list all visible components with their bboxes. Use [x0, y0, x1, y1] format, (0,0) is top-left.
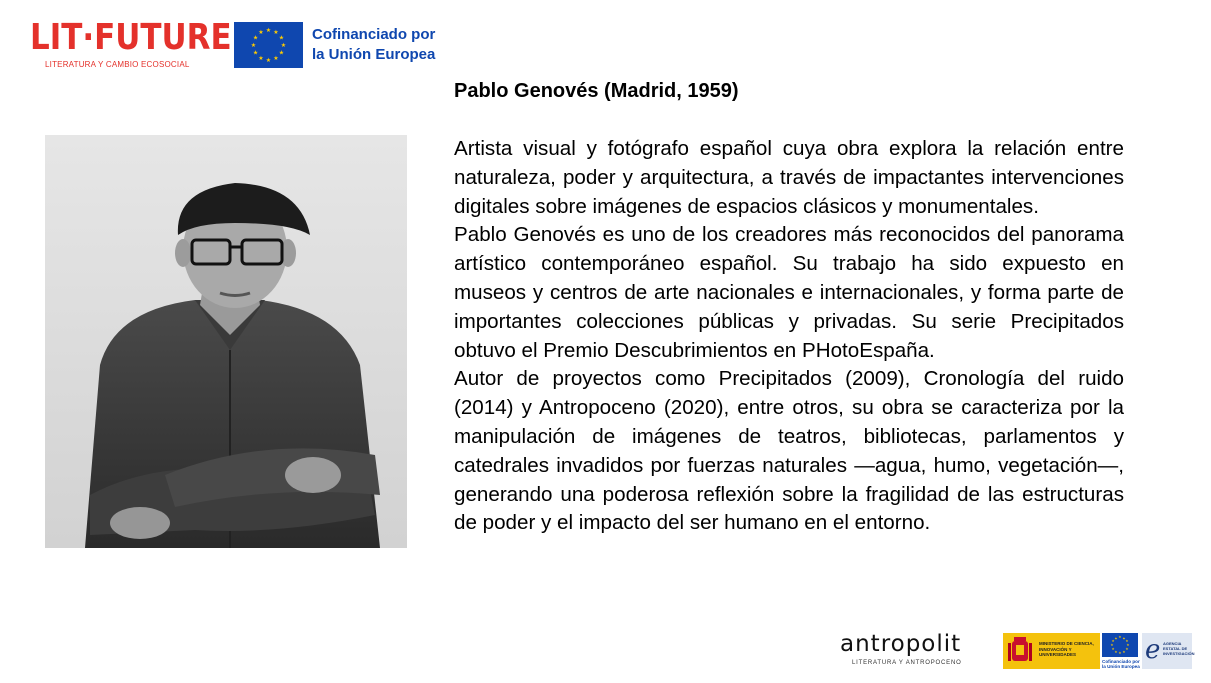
eu-star: ★ [278, 35, 285, 42]
ministerio-logo [1003, 633, 1100, 669]
eu-star: ★ [1118, 651, 1122, 656]
aei-letter: e [1145, 635, 1161, 665]
antropolit-logo [840, 630, 965, 675]
eu-star: ★ [1118, 635, 1122, 640]
eu-star: ★ [250, 43, 257, 50]
eu-star: ★ [273, 30, 279, 37]
eu-star: ★ [1122, 650, 1126, 655]
eu-star: ★ [273, 56, 279, 63]
eu-star: ★ [278, 50, 285, 57]
eu-flag-icon [234, 22, 303, 68]
eu-flag-small-icon [1102, 633, 1138, 657]
eu-star: ★ [252, 35, 259, 42]
aei-text: AGENCIA ESTATAL DE INVESTIGACIÓN [1163, 641, 1195, 656]
lit-future-tagline: LITERATURA Y CAMBIO ECOSOCIAL [45, 60, 190, 69]
eu-star: ★ [265, 58, 272, 65]
aei-logo [1142, 633, 1195, 669]
eu-star: ★ [1110, 643, 1114, 648]
bio-paragraph: Pablo Genovés es uno de los creadores más reconocidos del panorama artístico contemporáneo español. Su trabajo ha sido expuesto en museos y centros de arte nacionales e internacionales, y forma parte de importantes colecciones públicas y privadas. Su serie Precipitados obtuvo el Premio Descubrimientos en PHotoEspaña. [454, 223, 1124, 362]
bio-paragraph: Artista visual y fotógrafo español cuya obra explora la relación entre naturaleza, poder y arquitectura, a través de impactantes intervenciones digitales sobre imágenes de espacios clásicos y monumentales. [454, 137, 1124, 218]
lit-future-logo [30, 17, 232, 74]
portrait-photo [45, 135, 407, 548]
eu-small-text: Cofinanciado por la Unión Europea [1102, 659, 1140, 670]
eu-star: ★ [258, 30, 264, 37]
eu-star: ★ [1111, 647, 1115, 652]
eu-star: ★ [1114, 650, 1118, 655]
eu-star: ★ [265, 28, 272, 35]
eu-star: ★ [1111, 639, 1115, 644]
eu-star: ★ [1125, 647, 1129, 652]
eu-star: ★ [252, 50, 259, 57]
bio-paragraph: Autor de proyectos como Precipitados (2009), Cronología del ruido (2014) y Antropoceno (2020), entre otros, su obra se caracteriza por la manipulación de imágenes de teatros, bibliotecas, parlamentos y catedrales invadidos por fuerzas naturales —agua, humo, vegetación—, generando una poderosa reflexión sobre la fragilidad de las estructuras de poder y el impacto del ser humano en el entorno. [454, 367, 1124, 535]
bio-text [454, 135, 1124, 538]
eu-cofinance-line2: la Unión Europea [312, 46, 436, 63]
eu-cofinance-line1: Cofinanciado por [312, 26, 436, 43]
eu-star: ★ [1122, 636, 1126, 641]
eu-cofinance-text [312, 25, 435, 65]
antropolit-tagline: LITERATURA Y ANTROPOCENO [852, 660, 962, 666]
eu-star: ★ [1125, 639, 1129, 644]
eu-star: ★ [280, 43, 287, 50]
lit-future-wordmark: LIT·FUTURE [30, 17, 232, 58]
eu-star: ★ [1114, 636, 1118, 641]
spain-coat-of-arms-icon [1003, 633, 1037, 669]
ministerio-text: MINISTERIO DE CIENCIA, INNOVACIÓN Y UNIVERSIDADES [1039, 641, 1094, 657]
eu-star: ★ [258, 56, 264, 63]
antropolit-wordmark: antropolit [840, 631, 962, 657]
bio-title: Pablo Genovés (Madrid, 1959) [454, 80, 739, 102]
eu-star: ★ [1126, 643, 1130, 648]
